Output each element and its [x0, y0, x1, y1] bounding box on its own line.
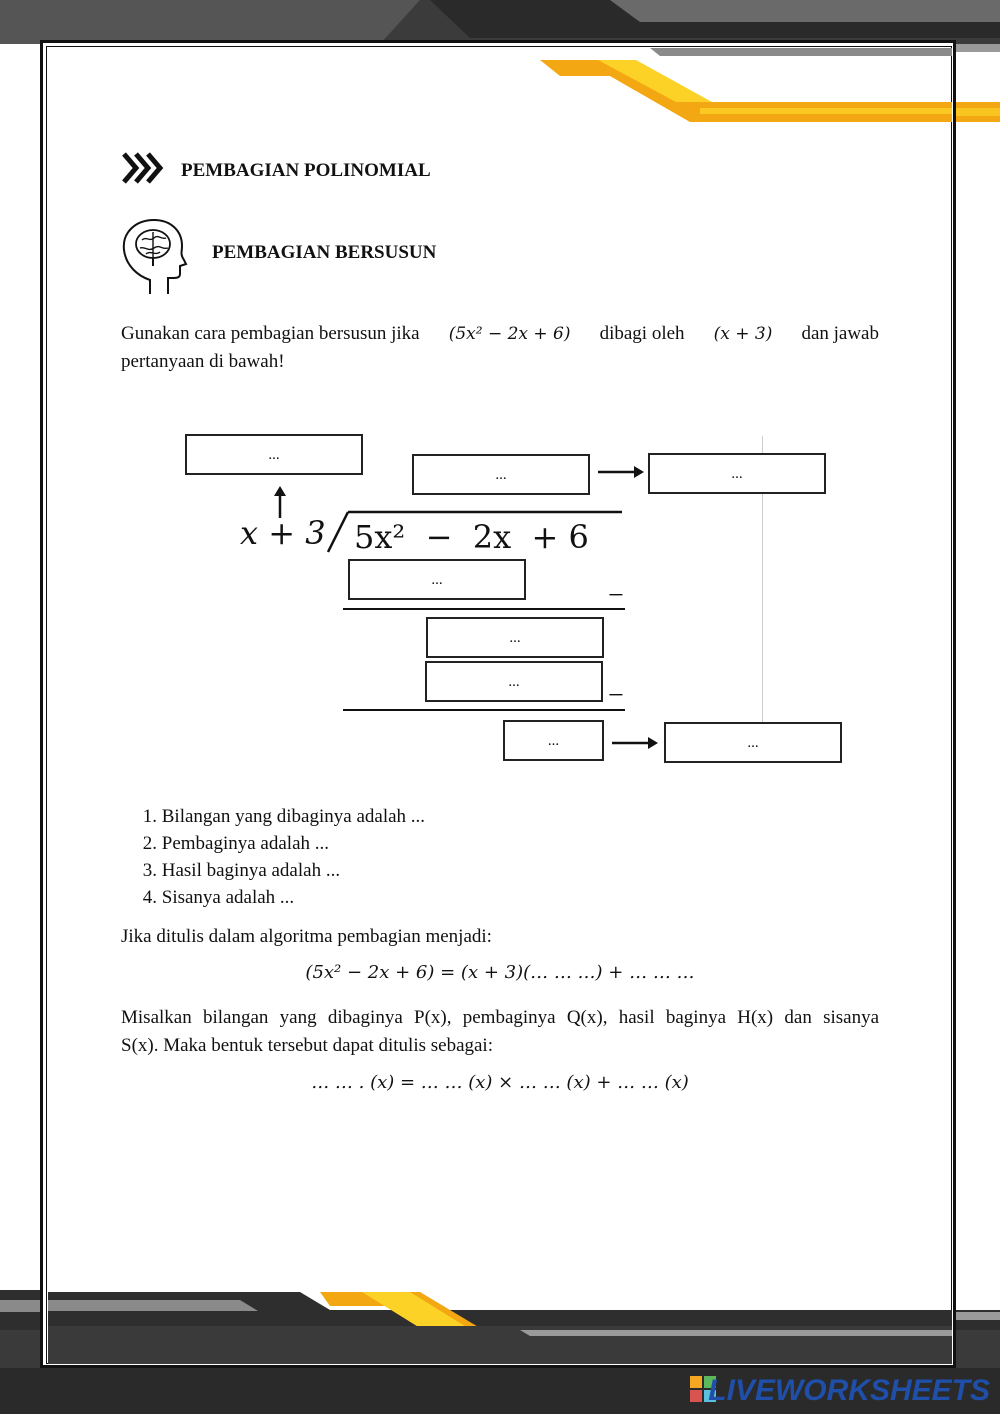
answer-box-remainder[interactable]: ... — [664, 722, 842, 763]
answer-box-remainder-final[interactable]: ... — [503, 720, 604, 761]
divisor-label: x + 3 — [240, 514, 326, 552]
arrow-right-icon — [612, 735, 660, 751]
misal-paragraph — [121, 1004, 879, 1060]
minus-sign-1: − — [608, 580, 624, 611]
answer-box-quotient[interactable]: ... — [648, 453, 826, 494]
answer-box-product-1[interactable]: ... — [348, 559, 526, 600]
algorithm-intro: Jika ditulis dalam algoritma pembagian menjadi: — [121, 926, 492, 947]
subtract-line-1 — [343, 608, 625, 610]
list-item: 4. Sisanya adalah ... — [142, 887, 295, 908]
general-equation: … … . (x) = … … (x) × … … (x) + … … (x) — [311, 1072, 689, 1093]
list-item: 1. Bilangan yang dibaginya adalah ... — [142, 806, 426, 827]
misal-line-1: Misalkan bilangan yang dibaginya P(x), pembaginya Q(x), hasil baginya H(x) dan sisanya — [121, 1007, 879, 1028]
subtract-line-2 — [343, 709, 625, 711]
intro-text-1: Gunakan cara pembagian bersusun jika — [121, 323, 420, 344]
intro-text-4: pertanyaan di bawah! — [121, 351, 285, 372]
answer-box-product-2[interactable]: ... — [425, 661, 603, 702]
minus-sign-2: − — [608, 680, 624, 711]
misal-line-2: S(x). Maka bentuk tersebut dapat ditulis sebagai: — [121, 1035, 493, 1056]
division-equation: (5x² − 2x + 6) = (x + 3)(… … …) + … … … — [305, 962, 695, 983]
answer-box-quotient-term[interactable]: ... — [412, 454, 590, 495]
brain-head-icon — [120, 218, 188, 296]
question-list — [120, 803, 425, 911]
intro-text-3: dan jawab — [801, 323, 879, 344]
page-title: PEMBAGIAN POLINOMIAL — [181, 160, 431, 181]
intro-text-2: dibagi oleh — [599, 323, 685, 344]
dividend-expression: (5x² − 2x + 6) — [448, 324, 571, 344]
list-item: 3. Hasil baginya adalah ... — [142, 860, 341, 881]
section-title: PEMBAGIAN BERSUSUN — [212, 242, 437, 263]
dividend-label: 5x² − 2x + 6 — [354, 518, 589, 556]
divisor-expression: (x + 3) — [713, 324, 773, 344]
intro-paragraph — [121, 320, 879, 376]
arrow-right-icon — [598, 464, 646, 480]
list-item: 2. Pembaginya adalah ... — [142, 833, 330, 854]
watermark: LIVEWORKSHEETS — [708, 1374, 990, 1407]
double-chevron-icon — [122, 152, 166, 184]
answer-box-dividend[interactable]: ... — [185, 434, 363, 475]
answer-box-remainder-1[interactable]: ... — [426, 617, 604, 658]
